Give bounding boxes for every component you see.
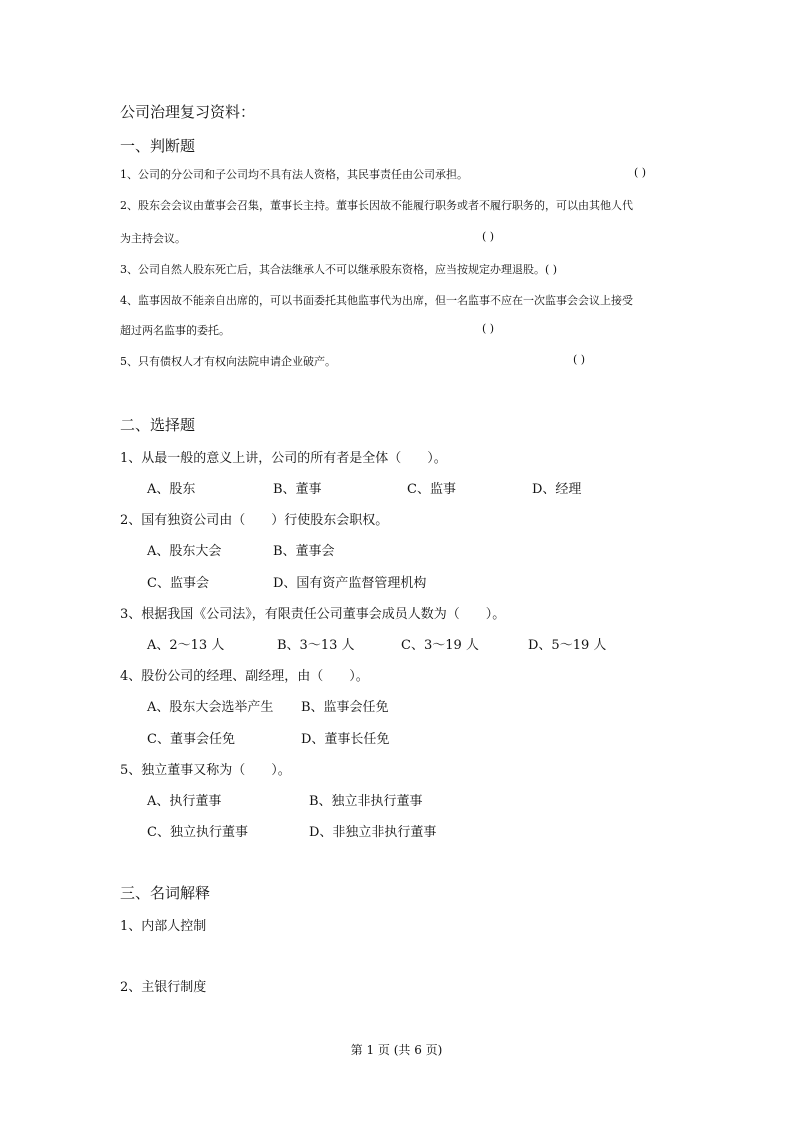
option-5a: A、执行董事 (147, 794, 222, 809)
option-3a: A、2～13 人 (147, 638, 225, 653)
option-4b: B、监事会任免 (301, 700, 389, 715)
judgment-item-1: 1、公司的分公司和子公司均不具有法人资格，其民事责任由公司承担。 (120, 168, 468, 181)
option-4c: C、董事会任免 (147, 732, 235, 747)
judgment-item-4-line2: 超过两名监事的委托。 (120, 324, 230, 337)
option-2b: B、董事会 (273, 544, 335, 559)
option-3c: C、3～19 人 (401, 638, 479, 653)
option-1d: D、经理 (532, 482, 582, 497)
answer-blank-2: ( ) (482, 230, 495, 243)
judgment-item-2-line1: 2、股东会会议由董事会召集，董事长主持。董事长因故不能履行职务或者不履行职务的，可以由其他人代 (120, 199, 633, 212)
option-4d: D、董事长任免 (301, 732, 390, 747)
term-item-1: 1、内部人控制 (120, 919, 207, 934)
page-title: 公司治理复习资料： (120, 103, 256, 121)
choice-question-4: 4、股份公司的经理、副经理，由（ ）。 (120, 669, 369, 684)
choice-question-5: 5、独立董事又称为（ ）。 (120, 763, 291, 778)
option-5b: B、独立非执行董事 (309, 794, 423, 809)
section-heading-choice: 二、选择题 (120, 416, 196, 434)
option-2a: A、股东大会 (147, 544, 222, 559)
answer-blank-1: ( ) (634, 166, 647, 179)
option-5d: D、非独立非执行董事 (309, 825, 437, 840)
choice-question-2: 2、国有独资公司由（ ）行使股东会职权。 (120, 513, 389, 528)
answer-blank-5: ( ) (573, 353, 586, 366)
option-3d: D、5～19 人 (528, 638, 607, 653)
option-2c: C、监事会 (147, 576, 209, 591)
option-4a: A、股东大会选举产生 (147, 700, 274, 715)
option-1b: B、董事 (273, 482, 322, 497)
page-footer: 第 1 页 (共 6 页) (350, 1043, 443, 1057)
term-item-2: 2、主银行制度 (120, 980, 207, 995)
option-1a: A、股东 (147, 482, 196, 497)
section-heading-judgment: 一、判断题 (120, 137, 196, 155)
option-5c: C、独立执行董事 (147, 825, 248, 840)
judgment-item-2-line2: 为主持会议。 (120, 232, 186, 245)
choice-question-1: 1、从最一般的意义上讲，公司的所有者是全体（ ）。 (120, 451, 447, 466)
section-heading-terms: 三、名词解释 (120, 884, 211, 902)
option-3b: B、3～13 人 (277, 638, 355, 653)
choice-question-3: 3、根据我国《公司法》，有限责任公司董事会成员人数为（ ）。 (120, 607, 506, 622)
judgment-item-4-line1: 4、监事因故不能亲自出席的，可以书面委托其他监事代为出席，但一名监事不应在一次监事会会议上接受 (120, 294, 633, 307)
option-2d: D、国有资产监督管理机构 (273, 576, 427, 591)
answer-blank-4: ( ) (482, 322, 495, 335)
option-1c: C、监事 (407, 482, 456, 497)
judgment-item-5: 5、只有债权人才有权向法院申请企业破产。 (120, 355, 336, 368)
judgment-item-3: 3、公司自然人股东死亡后，其合法继承人不可以继承股东资格，应当按规定办理退股。( ) (120, 263, 558, 276)
